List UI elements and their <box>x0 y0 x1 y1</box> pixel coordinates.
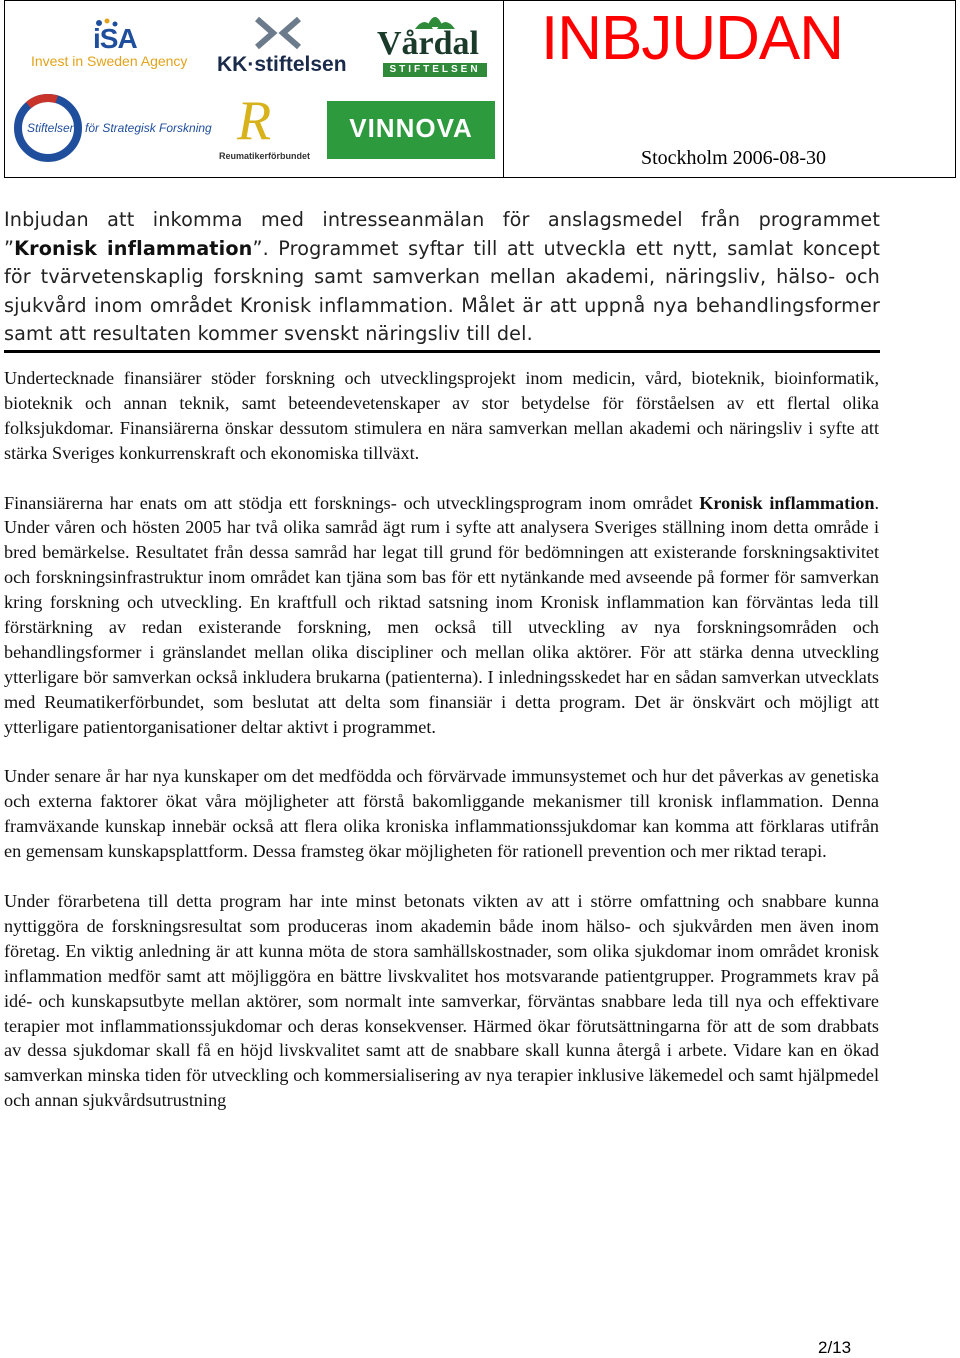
isa-mark: iSA <box>93 23 137 54</box>
vinnova-text: VINNOVA <box>349 113 473 143</box>
vinnova-logo <box>327 101 495 159</box>
reuma-logo <box>219 90 319 165</box>
intro-part-2: ”. Programmet syftar till att utveckla ett nytt, samlat koncept för tvärvetenskaplig forskning samt samverkan mellan akademi, näringsliv, hälso- och sjukvård inom området Kronisk inflammation. Målet är att uppnå nya behandlingsformer samt att resultaten kommer svenskt näringsliv till del. <box>4 236 881 346</box>
section-rule <box>4 350 880 353</box>
date-line: Stockholm 2006-08-30 <box>641 147 826 169</box>
reuma-mark: R <box>237 90 272 152</box>
paragraph-3: Under senare år har nya kunskaper om det medfödda och förvärvade immunsystemet och hur det påverkas av genetiska och externa faktorer ökat våra möjligheter att förstå bakomliggande mekanismer till kronisk inflammation. Denna framväxande kunskap innebär också att flera olika kroniska inflammationssjukdomar kan komma att förklaras utifrån en gemensam kunskapsplattform. Dessa framsteg ökar möjligheten för rationell prevention och mer riktad terapi. <box>4 766 879 862</box>
intro-paragraph <box>4 206 880 349</box>
kk-text: KK·stiftelsen <box>217 53 347 76</box>
letterhead <box>4 0 956 178</box>
sponsor-logos <box>5 1 503 177</box>
header-divider <box>503 1 504 177</box>
intro-part-1: Inbjudan att inkomma med intresseanmälan för anslagsmedel från programmet ” <box>4 208 880 260</box>
vardal-sub: STIFTELSEN <box>383 63 487 77</box>
paragraph-2-start: Finansiärerna har enats om att stödja ett forsknings- och utvecklingsprogram inom området <box>4 492 700 513</box>
ssf-text-2: för Strategisk Forskning <box>85 121 212 135</box>
ssf-text-1: Stiftelsen <box>27 121 77 135</box>
paragraph-1: Undertecknade finansiärer stöder forskning och utvecklingsprojekt inom medicin, vård, bioteknik, bioinformatik, bioteknik och annan teknik, samt beteendevetenskaper av stor betydelse för förståelsen av ett flertal olika folksjukdomar. Finansiärerna önskar dessutom stimulera en nära samverkan mellan akademi och näringsliv i syfte att stärka Sveriges konkurrenskraft och ekonomiska tillväxt. <box>4 368 879 463</box>
document-title: INBJUDAN <box>541 4 844 73</box>
paragraph-2-rest: . Under våren och hösten 2005 har två olika samråd ägt rum i syfte att analysera Sveriges ställning inom detta område i bred bemärkelse. Resultatet från dessa samråd har legat till grund för bedömningen att existerande forskningsaktivitet och forskningsinfrastruktur inom området kan tjäna som bas för ett nytänkande med avseende på former för samverkan kring forskning och utveckling. En kraftfull och riktad satsning inom Kronisk inflammation kan förväntas leda till förstärkning av redan existerande forskning, men också till utveckling av nya forskningsområden och behandlingsformer i gränslandet mellan olika discipliner och mellan olika aktörer. För att stärka denna utveckling ytterligare bör samverkan också inkludera brukarna (patienterna). I inledningsskedet har en sådan samverkan utvecklats med Reumatikerförbundet, som beslutat att delta som finansiär i detta program. Det är önskvärt och möjligt att ytterligare patientorganisationer deltar aktivt i programmet. <box>4 492 879 737</box>
body-text <box>4 366 879 1138</box>
vardal-text: Vårdal <box>377 25 479 62</box>
paragraph-4: Under förarbetena till detta program har inte minst betonats vikten av att i större omfattning och snabbare kunna nyttiggöra de forskningsresultat som produceras inom akademin både inom hälso- och sjukvården men även inom företag. En viktig anledning är att kunna möta de stora samhällskostnader, som olika sjukdomar inom området kronisk inflammation medför samt att möjliggöra en bättre livskvalitet hos motsvarande patientgrupper. Programmets krav på idé- och kunskapsutbyte mellan aktörer, som normalt inte samverkar, förväntas snabbare leda till nya och effektivare terapier mot inflammationssjukdomar och deras konsekvenser. Härmed ökar förutsättningarna för att de som drabbats av dessa sjukdomar skall få en höjd livskvalitet samt att de snabbare skall kunna återgå i arbete. Vidare kan en ökad samverkan minska tiden för utveckling och kommersialisering av nya terapier inklusive läkemedel och samt hjälpmedel och annan sjukvårdsutrustning <box>4 890 879 1111</box>
ssf-logo <box>13 93 213 165</box>
isa-text: Invest in Sweden Agency <box>31 53 188 69</box>
vardal-logo <box>375 5 495 77</box>
paragraph-2 <box>4 491 879 740</box>
program-name: Kronisk inflammation <box>14 236 253 260</box>
reuma-text: Reumatikerförbundet <box>219 151 311 161</box>
page-number: 2/13 <box>818 1338 852 1357</box>
paragraph-2-bold: Kronisk inflammation <box>699 492 875 513</box>
isa-logo <box>29 15 199 75</box>
kk-chevrons-icon <box>215 15 355 55</box>
kk-logo <box>215 15 355 77</box>
